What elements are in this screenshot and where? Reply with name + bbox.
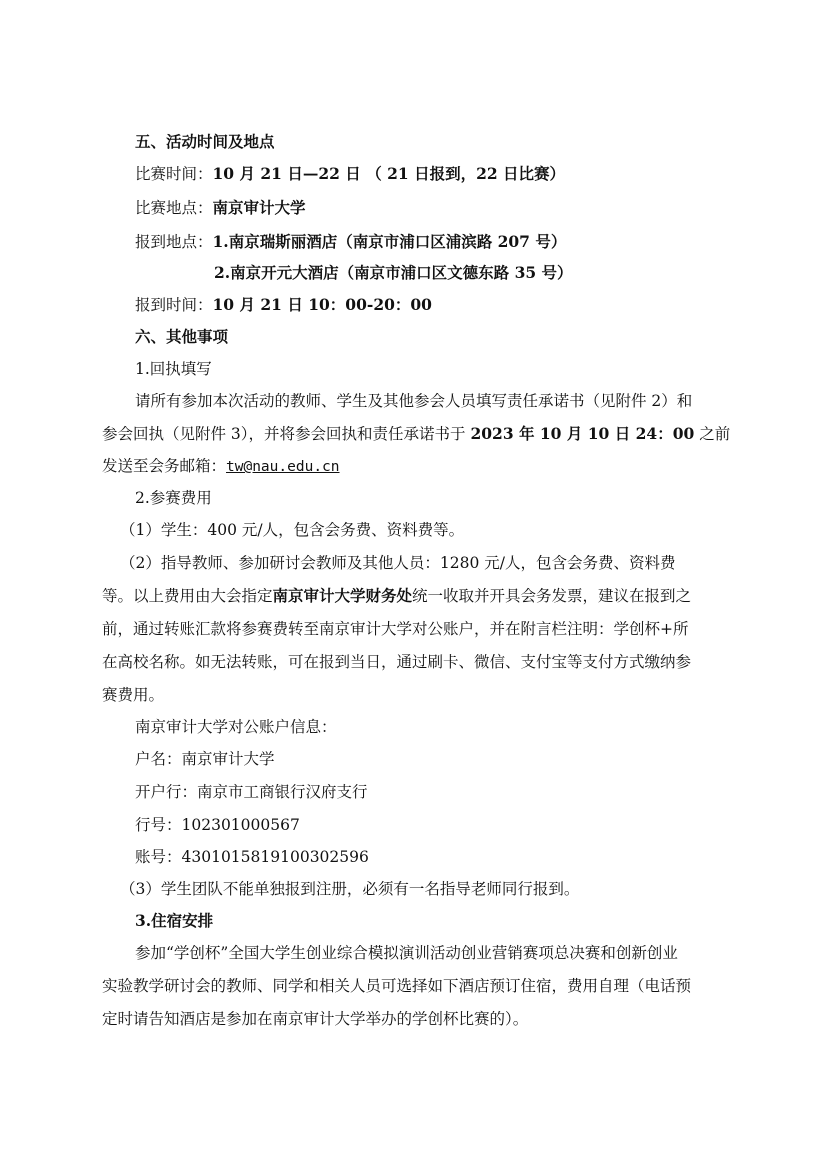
fee-paragraph-line-3: 前，通过转账汇款将参赛费转至南京审计大学对公账户，并在附言栏注明：学创杯+所 [102,620,689,638]
checkin-time-value: 10 月 21 日 10：00-20：00 [212,295,432,314]
stay-paragraph-line-3: 定时请告知酒店是参加在南京审计大学举办的学创杯比赛的）。 [102,1010,529,1028]
fee-paragraph-line-2 [102,585,691,607]
item-1-title: 1.回执填写 [135,360,212,378]
checkin-place-label: 报到地点： [135,233,213,251]
match-time-value: 10 月 21 日—22 日 （ 21 日报到，22 日比赛） [212,164,566,183]
hotel-2: 2.南京开元大酒店（南京市浦口区文德东路 35 号） [214,263,573,282]
item-1-paragraph-line-1: 请所有参加本次活动的教师、学生及其他参会人员填写责任承诺书（见附件 2）和 [135,392,693,410]
checkin-time-label: 报到时间： [135,296,213,314]
item-1-text: 参会回执（见附件 3），并将参会回执和责任承诺书于 [102,425,471,443]
email-label: 发送至会务邮箱： [102,457,227,475]
match-time-label: 比赛时间： [135,165,213,183]
fee-paragraph-line-5: 赛费用。 [102,686,165,704]
item-2-title: 2.参赛费用 [135,489,212,507]
account-title: 南京审计大学对公账户信息： [135,718,337,736]
checkin-time-row [135,294,432,316]
hotel-1: 1.南京瑞斯丽酒店（南京市浦口区浦滨路 207 号） [212,232,567,251]
fee-paragraph-line-4: 在高校名称。如无法转账，可在报到当日，通过刷卡、微信、支付宝等支付方式缴纳参 [102,653,692,671]
fee-text: 等。以上费用由大会指定 [102,587,273,605]
account-bank-number: 行号：102301000567 [135,816,300,834]
match-place-row [135,197,306,219]
section-heading-other: 六、其他事项 [135,327,229,346]
checkin-place-row [135,231,566,253]
account-name: 户名：南京审计大学 [135,750,275,768]
email-link[interactable]: tw@nau.edu.cn [226,459,340,475]
match-time-row [135,163,565,185]
item-1-paragraph-line-3 [102,455,340,478]
item-1-paragraph-line-2 [102,423,730,445]
fee-teacher: （2）指导教师、参加研讨会教师及其他人员：1280 元/人，包含会务费、资料费 [120,554,676,572]
fee-text-end: 统一收取并开具会务发票，建议在报到之 [412,587,692,605]
match-place-value: 南京审计大学 [212,198,306,217]
stay-paragraph-line-2: 实验教学研讨会的教师、同学和相关人员可选择如下酒店预订住宿，费用自理（电话预 [102,977,692,995]
item-3-title: 3.住宿安排 [135,911,214,930]
account-number: 账号：4301015819100302596 [135,848,369,866]
item-1-text-end: 之前 [694,425,731,443]
finance-office: 南京审计大学财务处 [272,586,413,605]
match-place-label: 比赛地点： [135,199,213,217]
fee-student: （1）学生：400 元/人，包含会务费、资料费等。 [120,521,465,539]
stay-paragraph-line-1: 参加“学创杯”全国大学生创业综合模拟演训活动创业营销赛项总决赛和创新创业 [135,944,678,962]
deadline: 2023 年 10 月 10 日 24：00 [470,424,695,443]
fee-note-3: （3）学生团队不能单独报到注册，必须有一名指导老师同行报到。 [120,880,580,898]
account-bank: 开户行：南京市工商银行汉府支行 [135,783,368,801]
section-heading-time-place: 五、活动时间及地点 [135,132,275,151]
